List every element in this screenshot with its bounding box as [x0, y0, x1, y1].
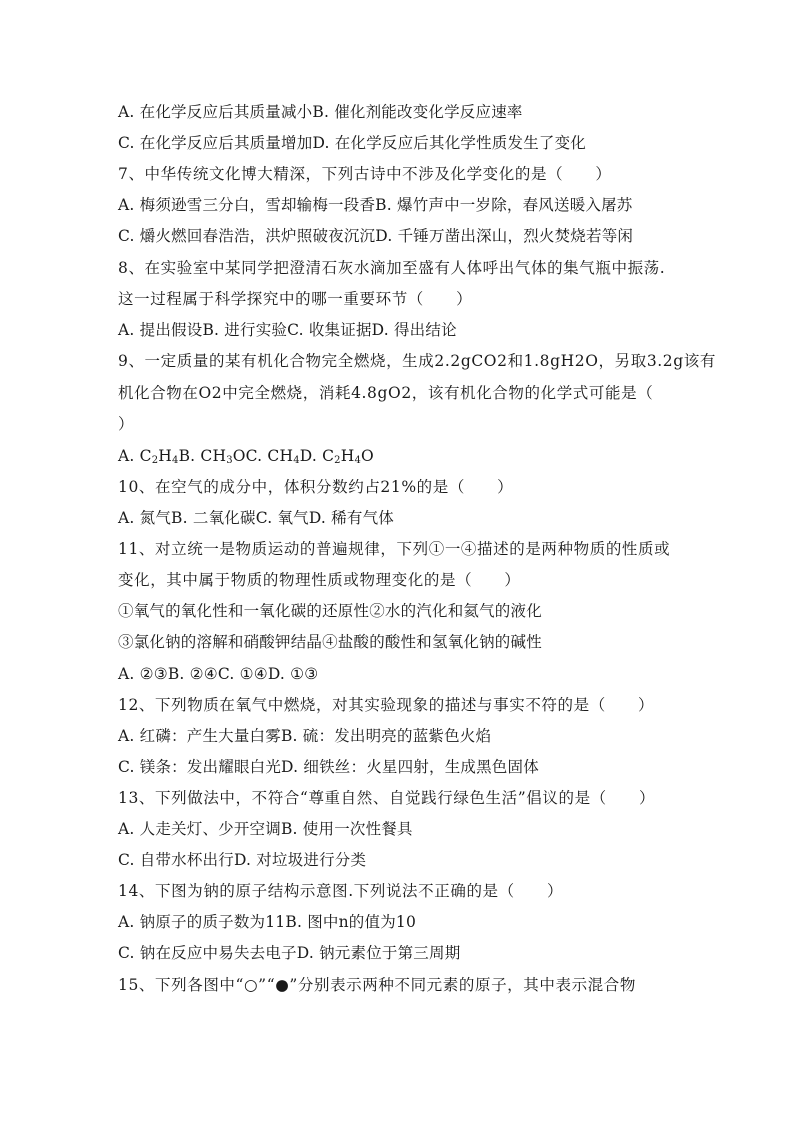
q10-options: A. 氮气B. 二氧化碳C. 氧气D. 稀有气体	[118, 509, 394, 527]
q9-option-d-text: H	[340, 447, 355, 465]
q13-stem: 13、下列做法中，不符合“尊重自然、自觉践行绿色生活”倡议的是（ ）	[118, 789, 656, 807]
q8-options: A. 提出假设B. 进行实验C. 收集证据D. 得出结论	[118, 321, 457, 339]
q9-stem-line2: 机化合物在O2中完全燃烧，消耗4.8gO2，该有机化合物的化学式可能是（	[118, 384, 654, 402]
q8-stem-line1: 8、在实验室中某同学把澄清石灰水滴加至盛有人体呼出气体的集气瓶中振荡.	[118, 259, 666, 277]
q14-options-cd: C. 钠在反应中易失去电子D. 钠元素位于第三周期	[118, 944, 461, 962]
q12-stem: 12、下列物质在氧气中燃烧，对其实验现象的描述与事实不符的是（ ）	[118, 696, 655, 714]
q13-options-ab: A. 人走关灯、少开空调B. 使用一次性餐具	[118, 820, 413, 838]
subscript: 4	[293, 455, 300, 466]
q15-stem: 15、下列各图中“○”“●”分别表示两种不同元素的原子，其中表示混合物	[118, 976, 636, 994]
q14-stem: 14、下图为钠的原子结构示意图.下列说法不正确的是（ ）	[118, 882, 564, 900]
q7-options-cd: C. 爝火燃回春浩浩，洪炉照破夜沉沉D. 千锤万凿出深山，烈火焚烧若等闲	[118, 227, 634, 245]
subscript: 4	[172, 455, 179, 466]
subscript: 2	[151, 455, 159, 466]
q13-options-cd: C. 自带水杯出行D. 对垃圾进行分类	[118, 851, 367, 869]
q11-stem-line2: 变化，其中属于物质的物理性质或物理变化的是（ ）	[118, 571, 521, 589]
q8-stem-line2: 这一过程属于科学探究中的哪一重要环节（ ）	[118, 290, 473, 308]
q9-option-c-text: OC. CH	[232, 447, 294, 465]
q9-option-a-text: H	[158, 447, 172, 465]
q9-option-a-text: A. C	[118, 447, 152, 465]
q11-stem-line1: 11、对立统一是物质运动的普遍规律，下列①一④描述的是两种物质的性质或	[118, 540, 671, 558]
subscript: 4	[354, 455, 361, 466]
q11-statement-3-4: ③氯化钠的溶解和硝酸钾结晶④盐酸的酸性和氢氧化钠的碱性	[118, 633, 542, 651]
q9-option-d-text: O	[361, 447, 374, 465]
q9-stem-line1: 9、一定质量的某有机化合物完全燃烧，生成2.2gCO2和1.8gH2O，另取3.2g该有	[118, 352, 716, 370]
q12-options-ab: A. 红磷：产生大量白雾B. 硫：发出明亮的蓝紫色火焰	[118, 727, 492, 745]
q9-options	[118, 446, 374, 466]
q7-stem: 7、中华传统文化博大精深，下列古诗中不涉及化学变化的是（ ）	[118, 165, 612, 183]
subscript: 2	[334, 455, 341, 466]
q11-options: A. ②③B. ②④C. ①④D. ①③	[118, 665, 319, 683]
q14-options-ab: A. 钠原子的质子数为11B. 图中n的值为10	[118, 913, 417, 931]
q6-options-cd: C. 在化学反应后其质量增加D. 在化学反应后其化学性质发生了变化	[118, 134, 586, 152]
q10-stem: 10、在空气的成分中，体积分数约占21%的是（ ）	[118, 478, 514, 496]
q9-stem-line3: ）	[118, 415, 134, 433]
q6-options-ab: A. 在化学反应后其质量减小B. 催化剂能改变化学反应速率	[118, 103, 523, 121]
q9-option-b-text: B. CH	[178, 447, 227, 465]
q7-options-ab: A. 梅须逊雪三分白，雪却输梅一段香B. 爆竹声中一岁除，春风送暖入屠苏	[118, 196, 633, 214]
q11-statement-1-2: ①氧气的氧化性和一氧化碳的还原性②水的汽化和氦气的液化	[118, 602, 542, 620]
subscript: 3	[226, 455, 233, 466]
q9-option-d-text: D. C	[299, 447, 335, 465]
q12-options-cd: C. 镁条：发出耀眼白光D. 细铁丝：火星四射，生成黑色固体	[118, 758, 539, 776]
